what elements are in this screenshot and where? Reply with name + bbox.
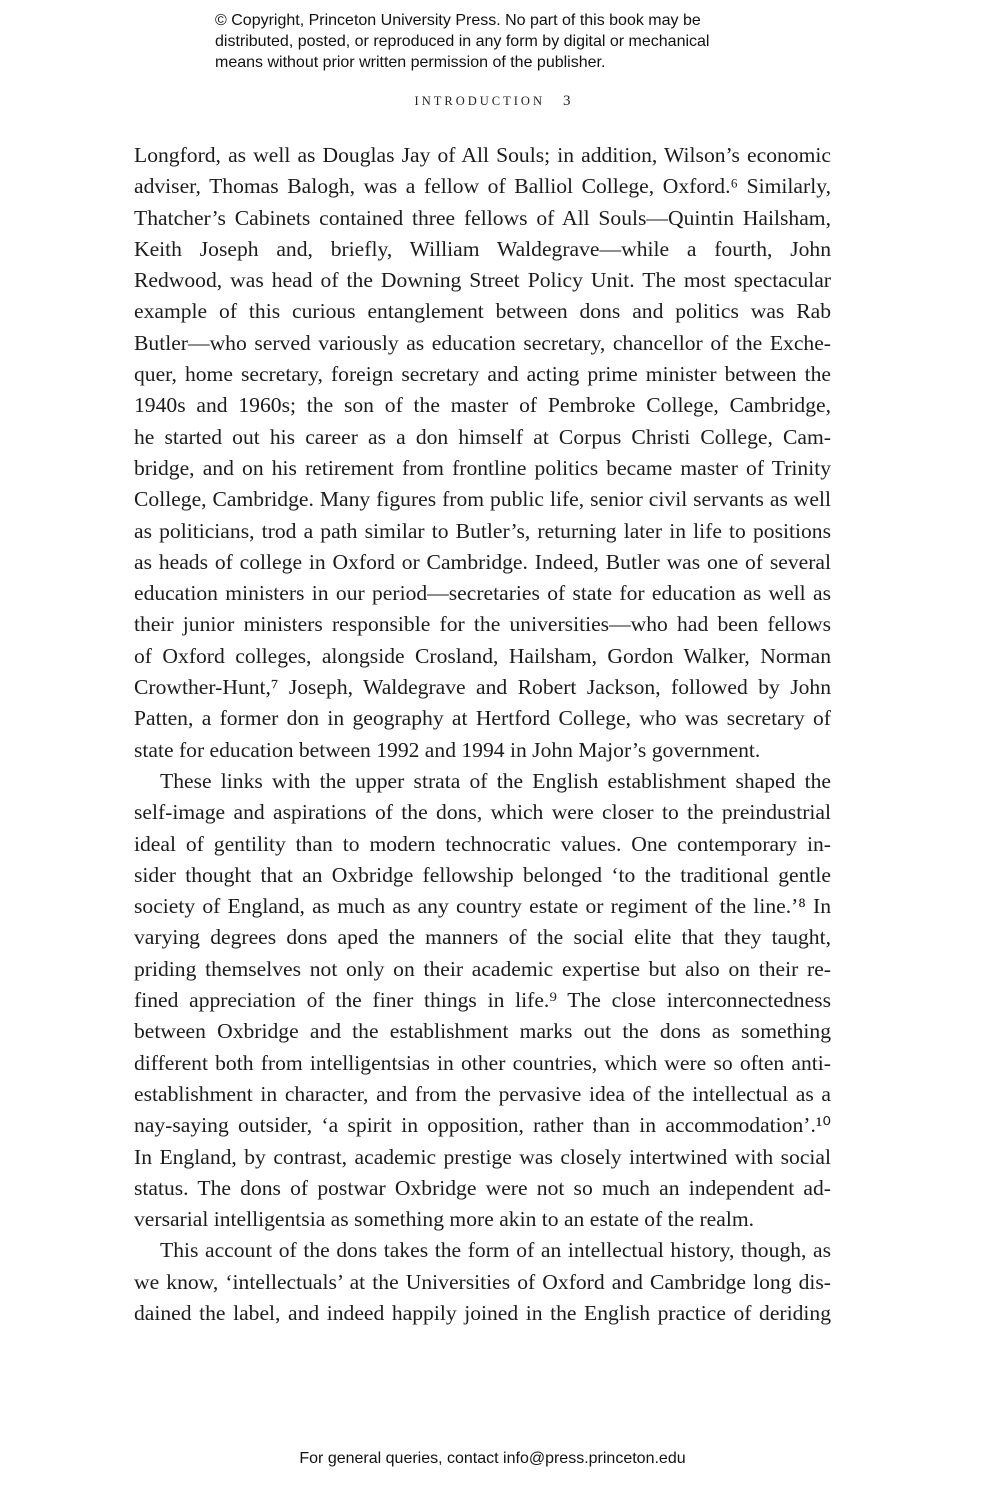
copyright-line: © Copyright, Princeton University Press. No part of this book may be	[215, 12, 701, 29]
text-line: versarial intelligentsia as something more akin to an estate of the realm.	[134, 1207, 755, 1232]
text-line: adviser, Thomas Balogh, was a fellow of Balliol College, Oxford.⁶ Similarly,	[134, 174, 831, 199]
text-line: bridge, and on his retirement from frontline politics became master of Trinity	[134, 455, 831, 480]
text-line: This account of the dons takes the form of an intellectual history, though, as	[160, 1238, 831, 1263]
text-line: between Oxbridge and the establishment marks out the dons as something	[134, 1019, 831, 1044]
running-head	[0, 93, 985, 110]
text-line: sider thought that an Oxbridge fellowship belonged ‘to the traditional gentle	[134, 862, 831, 887]
text-line: nay-saying outsider, ‘a spirit in opposition, rather than in accommodation’.¹⁰	[134, 1113, 831, 1138]
text-line: state for education between 1992 and 1994 in John Major’s government.	[134, 737, 761, 762]
text-line: their junior ministers responsible for the universities—who had been fellows	[134, 612, 831, 637]
text-line: Butler—who served variously as education secretary, chancellor of the Exche-	[134, 330, 831, 355]
text-line: Keith Joseph and, briefly, William Waldegrave—while a fourth, John	[134, 236, 831, 261]
page-number: 3	[562, 93, 571, 109]
text-line: ideal of gentility than to modern technocratic values. One contemporary in-	[134, 831, 831, 856]
text-line: society of England, as much as any country estate or regiment of the line.’⁸ In	[134, 894, 831, 919]
body-text	[134, 140, 831, 1329]
footer-contact: For general queries, contact info@press.princeton.edu	[299, 1450, 686, 1467]
running-head-title: INTRODUCTION	[414, 94, 545, 108]
text-line: College, Cambridge. Many figures from public life, senior civil servants as well	[134, 487, 831, 512]
copyright-line: distributed, posted, or reproduced in any form by digital or mechanical	[215, 33, 710, 50]
text-line: These links with the upper strata of the English establishment shaped the	[160, 768, 831, 793]
text-line: establishment in character, and from the pervasive idea of the intellectual as a	[134, 1081, 831, 1106]
text-line: status. The dons of postwar Oxbridge were not so much an independent ad-	[134, 1175, 831, 1200]
text-line: Patten, a former don in geography at Hertford College, who was secretary of	[134, 706, 831, 731]
text-line: 1940s and 1960s; the son of the master of Pembroke College, Cambridge,	[134, 393, 831, 418]
text-line: as politicians, trod a path similar to Butler’s, returning later in life to positions	[134, 518, 831, 543]
text-line: varying degrees dons aped the manners of the social elite that they taught,	[134, 925, 831, 950]
text-line: Thatcher’s Cabinets contained three fellows of All Souls—Quintin Hailsham,	[134, 205, 831, 230]
text-line: Redwood, was head of the Downing Street Policy Unit. The most spectacular	[134, 268, 831, 293]
text-line: self-image and aspirations of the dons, which were closer to the preindustrial	[134, 800, 831, 825]
text-line: we know, ‘intellectuals’ at the Universities of Oxford and Cambridge long dis-	[134, 1269, 831, 1294]
text-line: example of this curious entanglement between dons and politics was Rab	[134, 299, 831, 324]
text-line: Longford, as well as Douglas Jay of All Souls; in addition, Wilson’s economic	[134, 143, 831, 167]
text-line: In England, by contrast, academic prestige was closely intertwined with social	[134, 1144, 831, 1169]
text-line: fined appreciation of the finer things in life.⁹ The close interconnectedness	[134, 988, 831, 1013]
text-line: quer, home secretary, foreign secretary and acting prime minister between the	[134, 362, 831, 387]
text-line: of Oxford colleges, alongside Crosland, Hailsham, Gordon Walker, Norman	[134, 643, 831, 668]
copyright-notice	[215, 10, 815, 73]
copyright-line: means without prior written permission of the publisher.	[215, 54, 606, 71]
text-line: dained the label, and indeed happily joined in the English practice of deriding	[134, 1300, 831, 1325]
text-line: he started out his career as a don himself at Corpus Christi College, Cam-	[134, 424, 831, 449]
text-line: different both from intelligentsias in other countries, which were so often anti-	[134, 1050, 831, 1075]
text-line: as heads of college in Oxford or Cambridge. Indeed, Butler was one of several	[134, 549, 831, 574]
text-line: Crowther-Hunt,⁷ Joseph, Waldegrave and Robert Jackson, followed by John	[134, 675, 831, 700]
text-line: education ministers in our period—secretaries of state for education as well as	[134, 581, 831, 606]
text-line: priding themselves not only on their academic expertise but also on their re-	[134, 956, 831, 981]
